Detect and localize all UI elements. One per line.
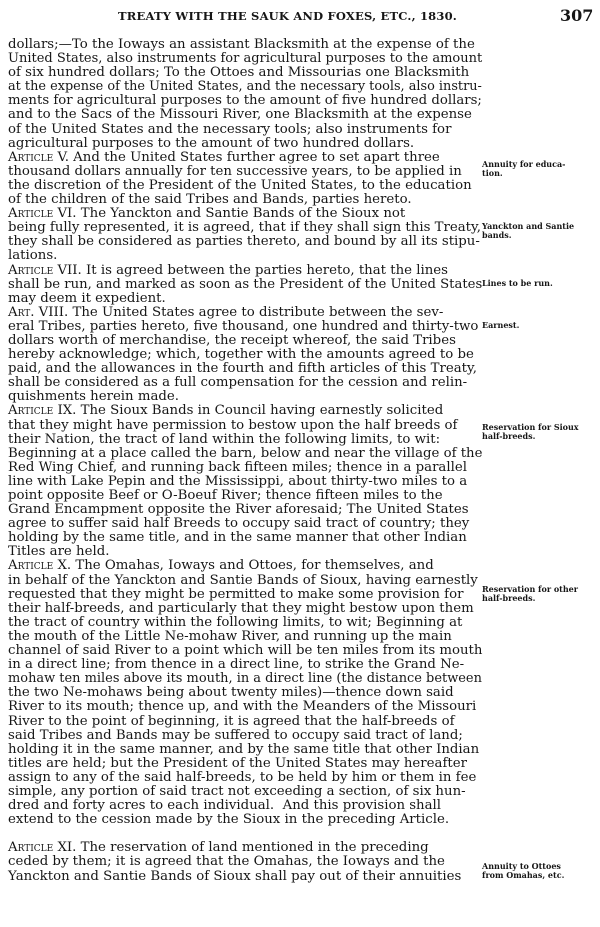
text-line: of the United States and the necessary tools; also instruments for	[8, 121, 452, 137]
text-line: dollars worth of merchandise, the receipt whereof, the said Tribes	[8, 332, 456, 348]
text-line: United States, also instruments for agricultural purposes to the amount	[8, 51, 483, 67]
text-line: in behalf of the Yanckton and Santie Bands of Sioux, having earnestly	[8, 572, 478, 588]
text-line: dred and forty acres to each individual. And this provision shall	[8, 798, 442, 814]
article-label: Article IX.	[8, 403, 77, 419]
text-line: that they might have permission to bestow upon the half breeds of	[8, 417, 458, 433]
text-line: requested that they might be permitted to make some provision for	[8, 586, 464, 602]
text-line: River to the point of beginning, it is agreed that the half-breeds of	[8, 713, 455, 729]
text-line: they shall be considered as parties thereto, and bound by all its stipu-	[8, 234, 480, 250]
text-line: their Nation, the tract of land within the following limits, to wit:	[8, 431, 441, 447]
text-line: Beginning at a place called the barn, below and near the village of the	[8, 445, 483, 461]
text-line: holding by the same title, and in the same manner that other Indian	[8, 530, 467, 546]
text-line: paid, and the allowances in the fourth and fifth articles of this Treaty,	[8, 361, 477, 377]
article-label: Article VII.	[8, 262, 82, 278]
margin-note-yanckton-santie: Yanckton and Santie bands.	[482, 221, 575, 240]
margin-note-other-reservation: Reservation for other half-breeds.	[482, 584, 578, 603]
text-line: may deem it expedient.	[8, 290, 166, 306]
text-line: agricultural purposes to the amount of two hundred dollars.	[8, 135, 415, 151]
article-label: Article V.	[8, 149, 69, 165]
margin-note-education-annuity: Annuity for educa- tion.	[482, 159, 566, 178]
text-line: Red Wing Chief, and running back fifteen miles; thence in a parallel	[8, 459, 467, 475]
text-line: the discretion of the President of the United States, to the education	[8, 177, 472, 193]
article-label: Article X.	[8, 558, 72, 574]
text-line: Grand Encampment opposite the River aforesaid; The United States	[8, 502, 469, 518]
text-line: quishments herein made.	[8, 389, 179, 405]
text-line: Titles are held.	[8, 544, 110, 560]
article-label: Article VI.	[8, 206, 77, 222]
text-line: of six hundred dollars; To the Ottoes and Missourias one Blacksmith	[8, 65, 470, 81]
margin-note-sioux-reservation: Reservation for Sioux half-breeds.	[482, 422, 579, 441]
text-line: ments for agricultural purposes to the amount of five hundred dollars;	[8, 93, 482, 109]
treaty-body-text	[8, 38, 482, 884]
running-head: TREATY WITH THE SAUK AND FOXES, ETC., 1830.	[118, 9, 457, 23]
text-line: of the children of the said Tribes and Bands, parties hereto.	[8, 192, 412, 208]
margin-note-lines-to-be-run: Lines to be run.	[482, 278, 553, 288]
text-line: simple, any portion of said tract not exceeding a section, of six hun-	[8, 783, 466, 799]
article-5-opening-line	[8, 151, 482, 165]
text-line: mohaw ten miles above its mouth, in a direct line (the distance between	[8, 671, 482, 687]
article-lead-text: The United States agree to distribute between the sev-	[68, 304, 444, 320]
article-7-opening-line	[8, 264, 482, 278]
text-line: lations.	[8, 248, 58, 264]
article-6-opening-line	[8, 207, 482, 221]
article-lead-text: The Omahas, Ioways and Ottoes, for themselves, and	[71, 558, 434, 574]
text-line: titles are held; but the President of the United States may hereafter	[8, 755, 467, 771]
text-line	[8, 827, 482, 841]
text-line: channel of said River to a point which will be ten miles from its mouth	[8, 643, 483, 659]
text-line: the two Ne-mohaws being about twenty miles)—thence down said	[8, 685, 454, 701]
margin-note-earnest: Earnest.	[482, 320, 520, 330]
text-line: River to its mouth; thence up, and with the Meanders of the Missouri	[8, 699, 477, 715]
article-9-opening-line	[8, 404, 482, 418]
article-lead-text: The reservation of land mentioned in the preceding	[76, 840, 429, 856]
text-line: hereby acknowledge; which, together with the amounts agreed to be	[8, 347, 474, 363]
text-line: Yanckton and Santie Bands of Sioux shall pay out of their annuities	[8, 868, 462, 884]
text-line: dollars;—To the Ioways an assistant Blacksmith at the expense of the	[8, 37, 475, 52]
page-number: 307	[560, 6, 594, 25]
text-line: thousand dollars annually for ten successive years, to be applied in	[8, 163, 462, 179]
text-line: line with Lake Pepin and the Mississippi, about thirty-two miles to a	[8, 473, 468, 489]
text-line: at the expense of the United States, and the necessary tools, also instru-	[8, 79, 482, 95]
article-10-opening-line	[8, 559, 482, 573]
article-8-opening-line	[8, 306, 482, 320]
article-lead-text: The Yanckton and Santie Bands of the Sioux not	[76, 206, 406, 222]
text-line: agree to suffer said half Breeds to occupy said tract of country; they	[8, 516, 470, 532]
text-line: being fully represented, it is agreed, that if they shall sign this Treaty,	[8, 220, 481, 236]
text-line: and to the Sacs of the Missouri River, one Blacksmith at the expense	[8, 107, 472, 123]
margin-note-ottoes-annuity: Annuity to Ottoes from Omahas, etc.	[482, 861, 565, 880]
article-lead-text: The Sioux Bands in Council having earnestly solicited	[76, 403, 444, 419]
text-line: in a direct line; from thence in a direct line, to strike the Grand Ne-	[8, 657, 465, 673]
article-label: Art. VIII.	[8, 304, 69, 320]
page-header	[0, 6, 600, 28]
text-line: extend to the cession made by the Sioux in the preceding Article.	[8, 812, 450, 828]
text-line: eral Tribes, parties hereto, five thousand, one hundred and thirty-two	[8, 318, 479, 334]
text-line: said Tribes and Bands may be suffered to occupy said tract of land;	[8, 727, 463, 743]
article-lead-text: And the United States further agree to set apart three	[68, 149, 440, 165]
text-line: shall be considered as a full compensation for the cession and relin-	[8, 375, 468, 391]
text-line: assign to any of the said half-breeds, to be held by him or them in fee	[8, 769, 477, 785]
text-line: the mouth of the Little Ne-mohaw River, and running up the main	[8, 628, 452, 644]
text-line: shall be run, and marked as soon as the President of the United States	[8, 276, 483, 292]
article-lead-text: It is agreed between the parties hereto, that the lines	[81, 262, 448, 278]
text-line: point opposite Beef or O-Boeuf River; thence fifteen miles to the	[8, 488, 443, 503]
text-line: their half-breeds, and particularly that they might bestow upon them	[8, 600, 474, 616]
article-11-opening-line	[8, 841, 482, 855]
text-line: the tract of country within the following limits, to wit; Beginning at	[8, 614, 463, 630]
article-label: Article XI.	[8, 840, 77, 856]
text-line: ceded by them; it is agreed that the Omahas, the Ioways and the	[8, 854, 445, 870]
text-line: holding it in the same manner, and by the same title that other Indian	[8, 741, 480, 757]
